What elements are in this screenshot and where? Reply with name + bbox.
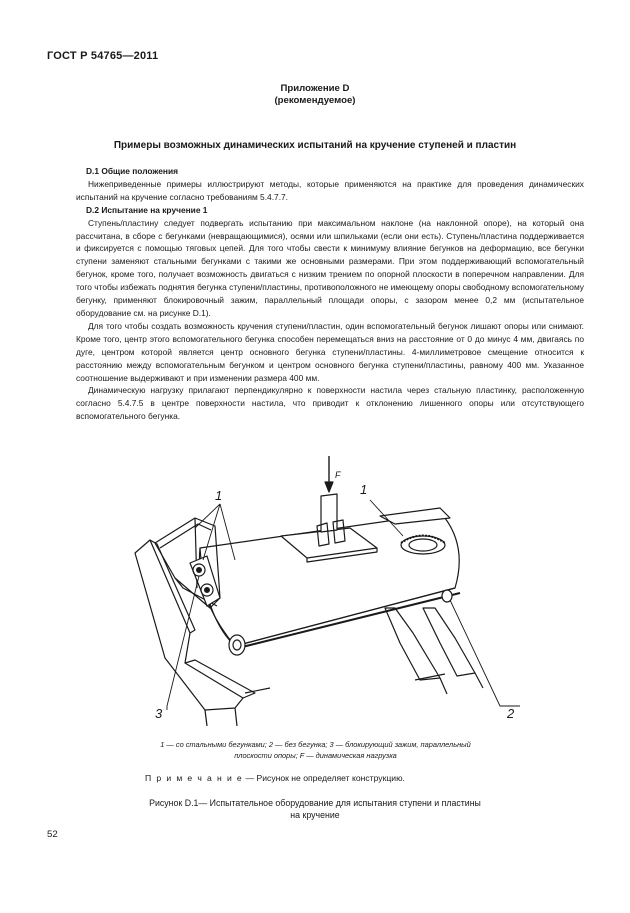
section-heading-d1: D.1 Общие положения (86, 166, 179, 176)
document-title: Примеры возможных динамических испытаний на кручение ступеней и пластин (113, 140, 517, 151)
legend-line-2: плоскости опоры; F — динамическая нагрузка (234, 751, 397, 760)
paragraph-d2-2: Для того чтобы создать возможность кручения ступени/пластин, один вспомогательный бегунок лишают опоры или снимают. Кроме того, центр этого вспомогательного бегунка способен перемещаться вниз на расстояние от 0 до минус 4 мм, двигаясь по дуге, центром которой является центр основного бегунка ступени/пластины. 4-миллиметровое смещение относится к расстоянию между вспомогательным бегунком и центром основного бегунка ступени/пластины, равному 400 мм. Указанное соотношение выдерживают и при изменении размера 400 мм. (76, 320, 584, 383)
left-roller (229, 635, 245, 655)
legend-line-1: 1 — со стальными бегунками; 2 — без бегунка; 3 — блокирующий зажим, параллельный (160, 740, 471, 749)
standard-header: ГОСТ Р 54765—2011 (47, 50, 159, 62)
apparatus-drawing (95, 448, 545, 726)
appendix-subtitle: (рекомендуемое) (274, 95, 356, 106)
section-heading-d2: D.2 Испытание на кручение 1 (86, 204, 208, 215)
figure-note (145, 773, 405, 783)
note-label: П р и м е ч а н и е (145, 773, 244, 783)
label-2: 2 (507, 706, 515, 721)
note-text: — Рисунок не определяет конструкцию. (243, 773, 405, 783)
figure-caption (0, 797, 630, 821)
label-force: F (335, 470, 341, 480)
figure-legend (98, 739, 533, 761)
label-3: 3 (155, 706, 163, 721)
paragraph-d1: Нижеприведенные примеры иллюстрируют методы, которые применяются на практике для проведения динамических испытаний на кручение согласно требованиям 5.4.7.7. (76, 178, 584, 202)
label-1-right: 1 (360, 482, 368, 497)
paragraph-d2-1: Ступень/пластину следует подвергать испытанию при максимальном наклоне (на наклонной опоре), на который она рассчитана, в сборе с бегунками (невращающимися), осями или шпильками (если они есть). Ступень/пластина поддерживается и фиксируется с помощью тяговых цепей. Для того чтобы свести к минимуму влияние бегунков на деформацию, все бегунки ступени заменяют стальными бегунками с такими же основными размерами. При этом поддерживающий вспомогательный бегунок, кроме того, получает возможность двигаться с низким трением по опорной плоскости в поперечном направлении. Для того чтобы избежать поднятия бегунка ступени/пластины, противоположного не имеющему опоры свободному вспомогательному бегунку, применяют блокировочный зажим, параллельный площади опоры, с зазором менее 0,2 мм (испытательное оборудование см. на рисунке D.1). (76, 217, 584, 318)
test-apparatus-figure (95, 448, 545, 726)
body-text (76, 165, 584, 423)
caption-line-1: Рисунок D.1— Испытательное оборудование для испытания ступени и пластины (149, 798, 481, 808)
label-1-left: 1 (215, 488, 223, 503)
caption-line-2: на кручение (290, 810, 340, 820)
load-post (321, 494, 337, 532)
appendix-title: Приложение D (280, 83, 350, 94)
page-number: 52 (47, 829, 58, 840)
paragraph-d2-3: Динамическую нагрузку прилагают перпендикулярно к поверхности настила через стальную пластинку, расположенную согласно 5.4.7.5 в центре поверхности настила, что приводит к отклонению лишенного опоры или отсутствующего вспомогательного бегунка. (76, 385, 584, 422)
